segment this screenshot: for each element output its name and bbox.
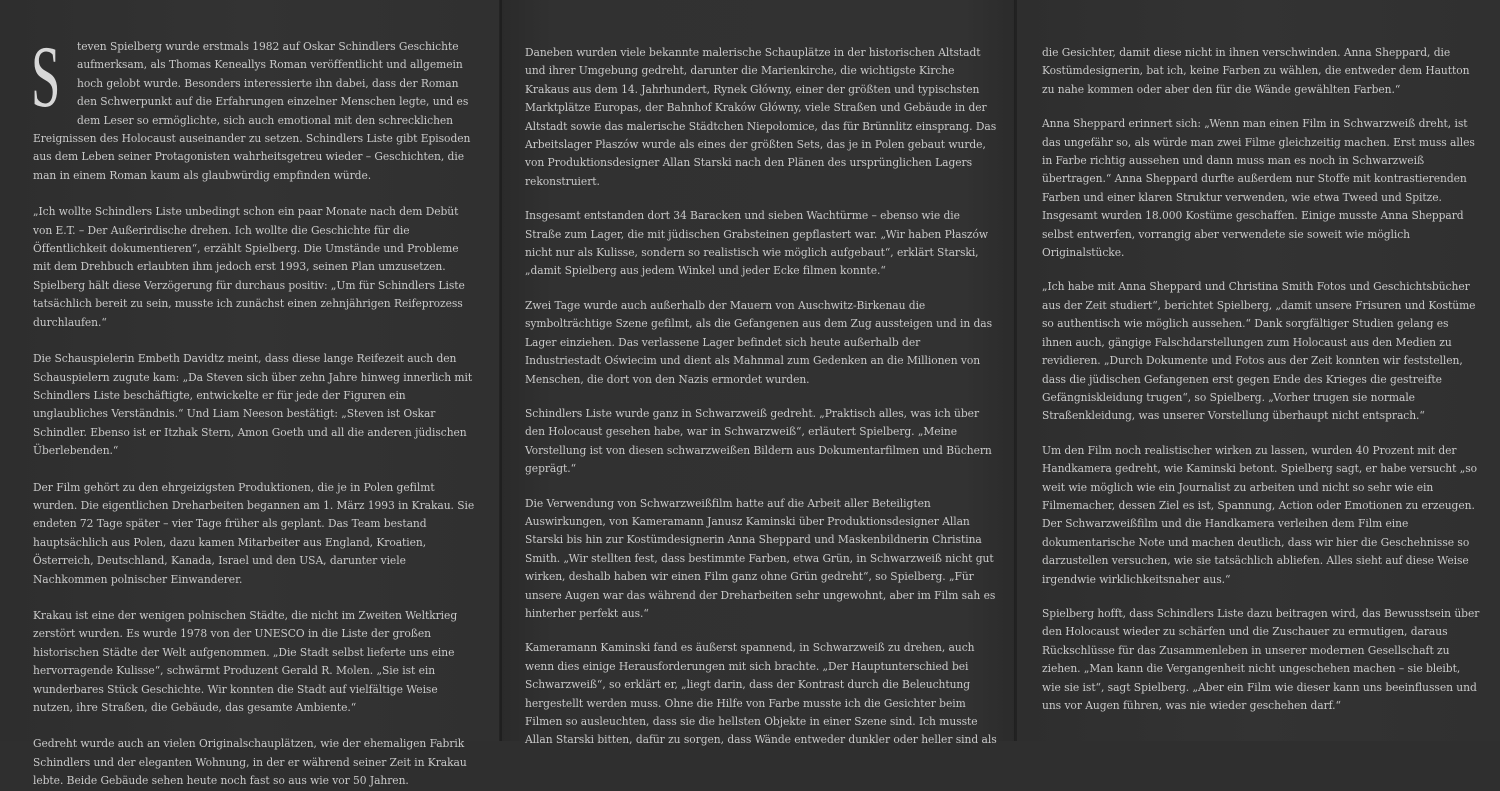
paragraph-3: „Ich habe mit Anna Sheppard und Christina Smith Fotos und Geschichtsbücher aus der Zeit studiert“, berichtet Spielberg, „damit unsere Frisuren und Kostüme so authentisch wie möglich aussehen.“ Dank sorgfältiger Studien gelang es ihnen auch, gängige Falschdarstellungen zum Holocaust aus den Medien zu revidieren. „Durch Dokumente und Fotos aus der Zeit konnten wir feststellen, dass die jüdischen Gefangenen erst gegen Ende des Krieges die gestreifte Gefängniskleidung trugen“, so Spielberg. „Vorher trugen sie normale Straßenkleidung, was unserer Vorstellung überhaupt nicht entsprach.“ [1042,280,1476,423]
fold-line [499,0,502,741]
paragraph-5: Die Verwendung von Schwarzweißfilm hatte auf die Arbeit aller Beteiligten Auswirkungen, von Kameramann Janusz Kaminski über Produktionsdesigner Allan Starski bis hin zur Kostümdesignerin Anna Sheppard und Maskenbildnerin Christina Smith. „Wir stellten fest, dass bestimmte Farben, etwa Grün, in Schwarzweiß nicht gut wirken, deshalb haben wir einen Film ganz ohne Grün gedreht“, so Spielberg. „Für unsere Augen war das während der Dreharbeiten sehr ungewohnt, aber im Film sah es hinterher perfekt aus.“ [525,496,996,620]
paragraph-2: „Ich wollte Schindlers Liste unbedingt schon ein paar Monate nach dem Debüt von E.T. – Der Außerirdische drehen. Ich wollte die Geschichte für die Öffentlichkeit dokumentieren“, erzählt Spielberg. Die Umstände und Probleme mit dem Drehbuch erlaubten ihm jedoch erst 1993, seinen Plan umzusetzen. Spielberg hält diese Verzögerung für durchaus positiv: „Um für Schindlers Liste tatsächlich bereit zu sein, musste ich zunächst einen zehnjährigen Reifeprozess durchlaufen.“ [33,205,465,329]
drop-cap: S [31,29,61,126]
paragraph-6: Kameramann Kaminski fand es äußerst spannend, in Schwarzweiß zu drehen, auch wenn dies einige Herausforderungen mit sich brachte. „Der Hauptunterschied bei Schwarzweiß“, so erklärt er, „liegt darin, dass der Kontrast durch die Beleuchtung hergestellt werden muss. Ohne die Hilfe von Farbe musste ich die Gesichter beim Filmen so ausleuchten, dass sie die hellsten Objekte in einer Szene sind. Ich musste Allan Starski bitten, dafür zu sorgen, dass Wände entweder dunkler oder heller sind als [525,641,997,747]
paragraph-3: Zwei Tage wurde auch außerhalb der Mauern von Auschwitz-Birkenau die symbolträchtige Szene gefilmt, als die Gefangenen aus dem Zug aussteigen und in das Lager einziehen. Das verlassene Lager befindet sich heute außerhalb der Industriestadt Oświecim und dient als Mahnmal zum Gedenken an die Millionen von Menschen, die dort von den Nazis ermordet wurden. [525,298,993,386]
paragraph-1 [31,29,476,185]
paragraph-5: Spielberg hofft, dass Schindlers Liste dazu beitragen wird, das Bewusstsein über den Holocaust wieder zu schärfen und die Zuschauer zu ermutigen, daraus Rückschlüsse für das Zusammenleben in unserer modernen Gesellschaft zu ziehen. „Man kann die Vergangenheit nicht ungeschehen machen – sie bleibt, wie sie ist“, sagt Spielberg. „Aber ein Film wie dieser kann uns beeinflussen und uns vor Augen führen, was nie wieder geschehen darf.“ [1042,606,1480,712]
paragraph-1: die Gesichter, damit diese nicht in ihnen verschwinden. Anna Sheppard, die Kostümdesignerin, bat ich, keine Farben zu wählen, die entweder dem Hautton zu nahe kommen oder aber den für die Wände gewählten Farben.“ [1042,46,1470,96]
paragraph-4: Der Film gehört zu den ehrgeizigsten Produktionen, die je in Polen gefilmt wurden. Die eigentlichen Dreharbeiten begannen am 1. März 1993 in Krakau. Sie endeten 72 Tage später – vier Tage früher als geplant. Das Team bestand hauptsächlich aus Polen, dazu kamen Mitarbeiter aus England, Kroatien, Österreich, Deutschland, Kanada, Israel und den USA, darunter viele Nachkommen polnischer Einwanderer. [33,480,475,586]
paragraph-2: Anna Sheppard erinnert sich: „Wenn man einen Film in Schwarzweiß dreht, ist das ungefähr so, als würde man zwei Filme gleichzeitig machen. Erst muss alles in Farbe richtig aussehen und dann muss man es noch in Schwarzweiß übertragen.“ Anna Sheppard durfte außerdem nur Stoffe mit kontrastierenden Farben und einer klaren Struktur verwenden, wie etwa Tweed und Spitze. Insgesamt wurden 18.000 Kostüme geschaffen. Einige musste Anna Sheppard selbst entwerfen, vorrangig aber verwendete sie soweit wie möglich Originalstücke. [1042,117,1475,260]
paragraph-4: Schindlers Liste wurde ganz in Schwarzweiß gedreht. „Praktisch alles, was ich über den Holocaust gesehen habe, war in Schwarzweiß“, erläutert Spielberg. „Meine Vorstellung ist von diesen schwarzweißen Bildern aus Dokumentarfilmen und Büchern geprägt.“ [525,406,992,476]
paragraph-6: Gedreht wurde auch an vielen Originalschauplätzen, wie der ehemaligen Fabrik Schindlers und der eleganten Wohnung, in der er während seiner Zeit in Krakau lebte. Beide Gebäude sehen heute noch fast so aus wie vor 50 Jahren. [33,737,467,788]
paragraph-2: Insgesamt entstanden dort 34 Baracken und sieben Wachtürme – ebenso wie die Straße zum Lager, die mit jüdischen Grabsteinen gepflastert war. „Wir haben Płaszów nicht nur als Kulisse, sondern so realistisch wie möglich aufgebaut“, erklärt Starski, „damit Spielberg aus jedem Winkel und jeder Ecke filmen konnte.“ [525,209,988,278]
paragraph-text: teven Spielberg wurde erstmals 1982 auf Oskar Schindlers Geschichte aufmerksam, als Thomas Keneallys Roman veröffentlicht und allgemein hoch gelobt wurde. Besonders interessierte ihn dabei, dass der Roman den Schwerpunkt auf die Erfahrungen einzelner Menschen legte, und es dem Leser so ermöglichte, sich auch emotional mit den schrecklichen Ereignissen des Holocaust auseinander zu setzen. Schindlers Liste gibt Episoden aus dem Leben seiner Protagonisten wahrheitsgetreu wieder – Geschichten, die man in einem Roman kaum als glaubwürdig empfinden würde. [33,40,471,182]
paragraph-5: Krakau ist eine der wenigen polnischen Städte, die nicht im Zweiten Weltkrieg zerstört wurden. Es wurde 1978 von der UNESCO in die Liste der großen historischen Städte der Welt aufgenommen. „Die Stadt selbst lieferte uns eine hervorragende Kulisse“, schwärmt Produzent Gerald R. Molen. „Sie ist ein wunderbares Stück Geschichte. Wir konnten die Stadt auf vielfältige Weise nutzen, ihre Straßen, die Gebäude, das gesamte Ambiente.“ [33,608,458,714]
paragraph-3: Die Schauspielerin Embeth Davidtz meint, dass diese lange Reifezeit auch den Schauspielern zugute kam: „Da Steven sich über zehn Jahre hinweg innerlich mit Schindlers Liste beschäftigte, entwickelte er für jede der Figuren ein unglaubliches Verständnis.“ Und Liam Neeson bestätigt: „Steven ist Oskar Schindler. Ebenso ist er Itzhak Stern, Amon Goeth und all die anderen jüdischen Überlebenden.“ [33,352,473,458]
panel-middle [500,0,1015,747]
paragraph-1: Daneben wurden viele bekannte malerische Schauplätze in der historischen Altstadt und ihrer Umgebung gedreht, darunter die Marienkirche, die wichtigste Kirche Krakaus aus dem 14. Jahrhundert, Rynek Główny, einer der größten und typischsten Marktplätze Europas, der Bahnhof Kraków Główny, viele Straßen und Gebäude in der Altstadt sowie das malerische Städtchen Niepołomice, das für Brünnlitz einsprang. Das Arbeitslager Płaszów wurde als eines der größten Sets, das je in Polen gebaut wurde, von Produktionsdesigner Allan Starski nach den Plänen des ursprünglichen Lagers rekonstruiert. [525,46,997,188]
panel-right [1015,0,1500,741]
panel-left [0,0,500,788]
paragraph-4: Um den Film noch realistischer wirken zu lassen, wurden 40 Prozent mit der Handkamera gedreht, wie Kaminski betont. Spielberg sagt, er habe versucht „so weit wie möglich wie ein Journalist zu arbeiten und nicht so sehr wie ein Filmemacher, dessen Ziel es ist, Spannung, Action oder Emotionen zu erzeugen. Der Schwarzweißfilm und die Handkamera verleihen dem Film eine dokumentarische Note und machen deutlich, dass wir hier die Geschehnisse so darzustellen versuchen, wie sie tatsächlich abliefen. Alles sieht auf diese Weise irgendwie wirklichkeitsnaher aus.“ [1042,443,1478,586]
fold-line [1014,0,1017,741]
